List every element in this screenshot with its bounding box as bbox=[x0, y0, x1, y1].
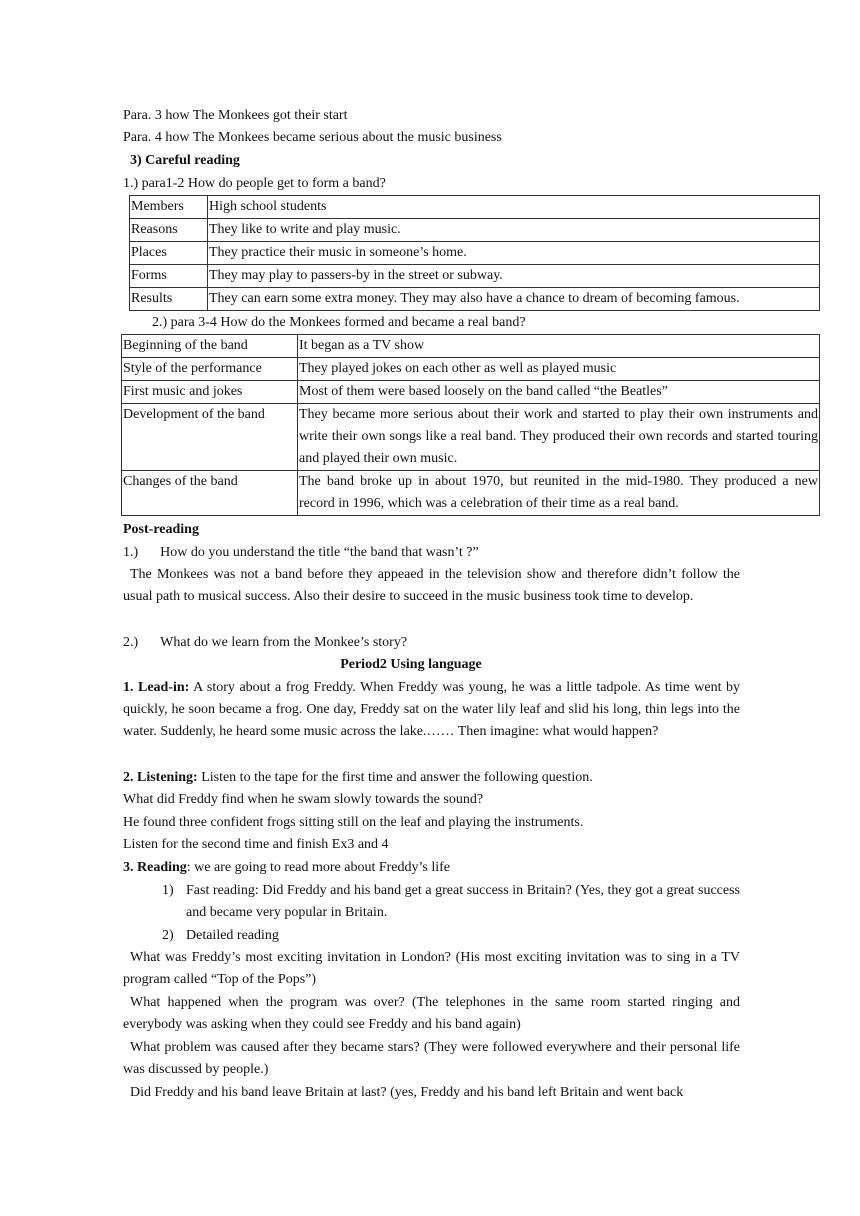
careful-reading-heading: 3) Careful reading bbox=[130, 153, 240, 168]
item-text: Fast reading: Did Freddy and his band get a great success in Britain? (Yes, they got a great success and became very popular in Britain. bbox=[186, 883, 740, 920]
row-label: Beginning of the band bbox=[122, 335, 298, 358]
detail-question-1: What was Freddy’s most exciting invitation in London? (His most exciting invitation was to sing in a TV program called “Top of the Pops”) bbox=[123, 950, 740, 987]
question-text: What do we learn from the Monkee’s story? bbox=[160, 635, 408, 650]
row-value: They can earn some extra money. They may also have a chance to dream of becoming famous. bbox=[208, 288, 820, 311]
outline-para3: Para. 3 how The Monkees got their start bbox=[123, 108, 348, 123]
reading-label: 3. Reading bbox=[123, 860, 187, 875]
table-row bbox=[130, 288, 820, 311]
post-reading-heading: Post-reading bbox=[123, 522, 199, 537]
band-formation-table bbox=[129, 195, 820, 311]
table-row bbox=[122, 335, 820, 358]
row-label: Changes of the band bbox=[122, 471, 298, 516]
monkees-band-table bbox=[121, 334, 820, 516]
row-label: Style of the performance bbox=[122, 358, 298, 381]
table-row bbox=[130, 219, 820, 242]
row-label: Reasons bbox=[130, 219, 208, 242]
listening-paragraph bbox=[123, 767, 593, 789]
lead-in-label: 1. Lead-in: bbox=[123, 680, 190, 695]
row-label: Results bbox=[130, 288, 208, 311]
listening-question: What did Freddy find when he swam slowly towards the sound? bbox=[123, 792, 484, 807]
reading-text: : we are going to read more about Freddy’s life bbox=[186, 860, 450, 875]
table-row bbox=[130, 265, 820, 288]
question-number: 2.) bbox=[123, 635, 139, 650]
table-row bbox=[122, 404, 820, 471]
row-label: Forms bbox=[130, 265, 208, 288]
listening-text: Listen to the tape for the first time and answer the following question. bbox=[197, 770, 593, 785]
outline-para4: Para. 4 how The Monkees became serious about the music business bbox=[123, 130, 502, 145]
question2-title: 2.) para 3-4 How do the Monkees formed and became a real band? bbox=[152, 315, 526, 330]
listening-label: 2. Listening: bbox=[123, 770, 198, 785]
row-value: They may play to passers-by in the street or subway. bbox=[208, 265, 820, 288]
question-number: 1.) bbox=[123, 545, 139, 560]
table-row bbox=[130, 242, 820, 265]
row-value: They played jokes on each other as well as played music bbox=[298, 358, 820, 381]
question-text: How do you understand the title “the band that wasn’t ?” bbox=[160, 545, 479, 560]
lead-in-text: A story about a frog Freddy. When Freddy was young, he was a little tadpole. As time went by quickly, he soon became a frog. One day, Freddy sat on the water lily leaf and slid his long, thin legs into the water. Suddenly, he heard some music across the lake.…… Then imagine: what would happen? bbox=[123, 680, 740, 739]
detailed-reading-item bbox=[162, 925, 740, 947]
lead-in-paragraph bbox=[123, 677, 740, 743]
table-row bbox=[122, 381, 820, 404]
fast-reading-item bbox=[162, 880, 740, 924]
detail-question-3: What problem was caused after they became stars? (They were followed everywhere and their personal life was discussed by people.) bbox=[123, 1040, 740, 1077]
row-label: Places bbox=[130, 242, 208, 265]
table-row bbox=[122, 471, 820, 516]
post-answer-1: The Monkees was not a band before they appeaed in the television show and therefore didn’t follow the usual path to musical success. Also their desire to succeed in the music business took time to develop. bbox=[123, 567, 740, 604]
item-text: Detailed reading bbox=[186, 928, 279, 943]
row-value: It began as a TV show bbox=[298, 335, 820, 358]
post-question-2 bbox=[123, 632, 407, 654]
row-value: High school students bbox=[208, 196, 820, 219]
row-value: The band broke up in about 1970, but reunited in the mid-1980. They produced a new record in 1996, which was a celebration of their time as a real band. bbox=[298, 471, 820, 516]
table-row bbox=[122, 358, 820, 381]
row-label: First music and jokes bbox=[122, 381, 298, 404]
listening-answer: He found three confident frogs sitting still on the leaf and playing the instruments. bbox=[123, 815, 584, 830]
row-value: They like to write and play music. bbox=[208, 219, 820, 242]
row-value: They became more serious about their work and started to play their own instruments and write their own songs like a real band. They produced their own records and started touring and played their own music. bbox=[298, 404, 820, 471]
table-row bbox=[130, 196, 820, 219]
detail-question-4: Did Freddy and his band leave Britain at last? (yes, Freddy and his band left Britain and went back bbox=[130, 1085, 684, 1100]
item-number: 2) bbox=[162, 928, 174, 943]
row-label: Development of the band bbox=[122, 404, 298, 471]
detail-question-2: What happened when the program was over? (The telephones in the same room started ringing and everybody was asking when they could see Freddy and his band again) bbox=[123, 995, 740, 1032]
item-number: 1) bbox=[162, 883, 174, 898]
row-value: Most of them were based loosely on the band called “the Beatles” bbox=[298, 381, 820, 404]
question1-title: 1.) para1-2 How do people get to form a band? bbox=[123, 176, 386, 191]
period2-heading: Period2 Using language bbox=[340, 657, 482, 672]
post-question-1 bbox=[123, 542, 479, 564]
reading-paragraph bbox=[123, 857, 450, 879]
listening-second: Listen for the second time and finish Ex3 and 4 bbox=[123, 837, 389, 852]
row-value: They practice their music in someone’s home. bbox=[208, 242, 820, 265]
row-label: Members bbox=[130, 196, 208, 219]
